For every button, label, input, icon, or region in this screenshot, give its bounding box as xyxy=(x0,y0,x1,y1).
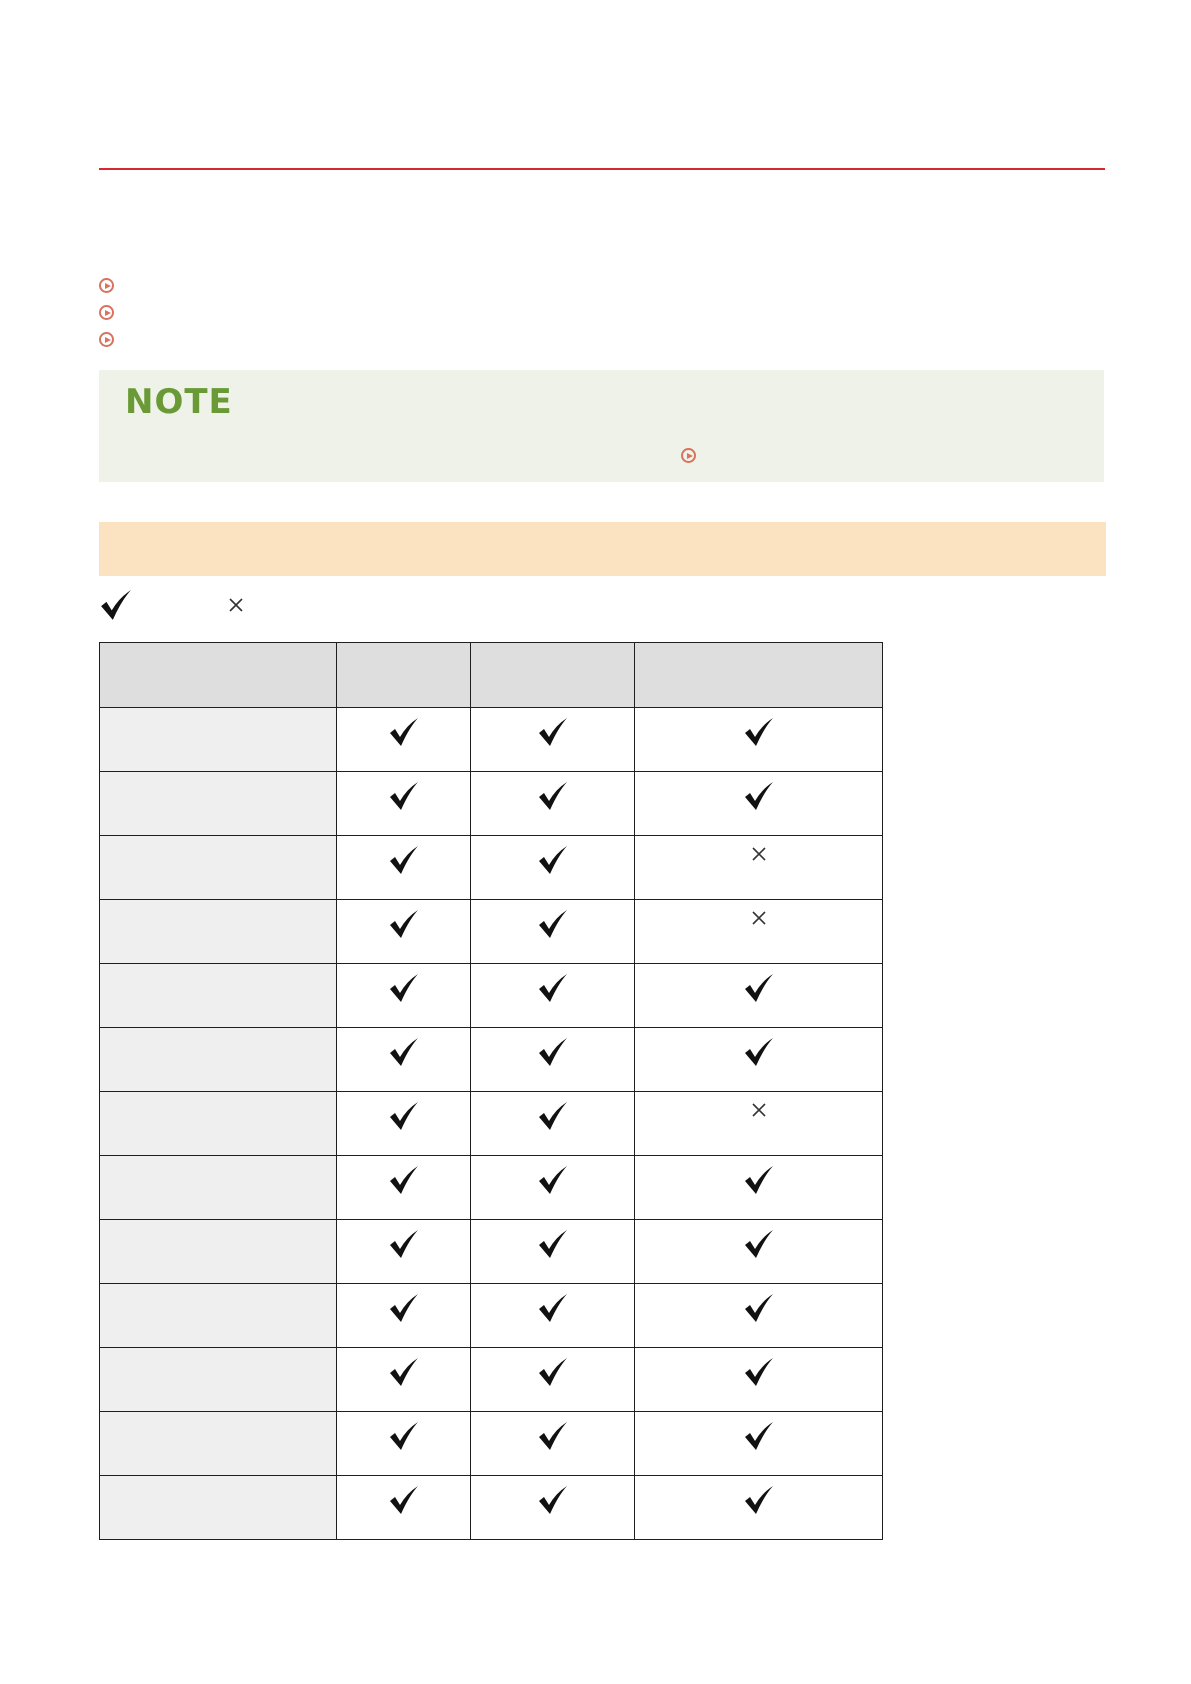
supported-cell xyxy=(471,1348,635,1412)
function-cell xyxy=(100,836,337,900)
supported-cell xyxy=(471,772,635,836)
supported-cell xyxy=(471,900,635,964)
function-cell xyxy=(100,1220,337,1284)
check-icon xyxy=(743,972,775,1004)
check-icon xyxy=(537,1228,569,1260)
table-row xyxy=(100,964,883,1028)
supported-cell xyxy=(471,836,635,900)
function-cell xyxy=(100,1476,337,1540)
check-icon xyxy=(388,844,420,876)
x-icon xyxy=(228,597,244,613)
check-icon xyxy=(743,1164,775,1196)
function-cell xyxy=(100,964,337,1028)
table-body xyxy=(100,708,883,1540)
function-cell xyxy=(100,900,337,964)
check-icon xyxy=(388,1356,420,1388)
supported-cell xyxy=(635,1028,883,1092)
table-row xyxy=(100,772,883,836)
check-icon xyxy=(743,1036,775,1068)
check-icon xyxy=(537,908,569,940)
check-icon xyxy=(743,1420,775,1452)
table-row xyxy=(100,1028,883,1092)
check-icon xyxy=(537,844,569,876)
section-header-bar xyxy=(99,522,1106,576)
check-icon xyxy=(388,1484,420,1516)
note-title: NOTE xyxy=(125,382,233,422)
table-header-row xyxy=(100,643,883,708)
supported-cell xyxy=(471,1412,635,1476)
check-icon xyxy=(743,1484,775,1516)
check-icon xyxy=(537,716,569,748)
supported-cell xyxy=(337,1028,471,1092)
supported-cell xyxy=(635,964,883,1028)
check-icon xyxy=(388,1100,420,1132)
circle-arrow-icon[interactable] xyxy=(99,278,114,293)
title-divider xyxy=(99,168,1105,170)
link-list xyxy=(99,272,114,353)
check-icon xyxy=(743,716,775,748)
header-cell xyxy=(471,643,635,708)
check-icon xyxy=(537,1484,569,1516)
supported-cell xyxy=(635,772,883,836)
supported-cell xyxy=(635,1412,883,1476)
check-icon xyxy=(537,972,569,1004)
x-icon xyxy=(751,846,767,862)
supported-cell xyxy=(635,1284,883,1348)
table-row xyxy=(100,1156,883,1220)
supported-cell xyxy=(337,900,471,964)
function-cell xyxy=(100,1412,337,1476)
check-icon xyxy=(388,972,420,1004)
header-cell xyxy=(100,643,337,708)
link-item[interactable] xyxy=(99,299,114,326)
supported-cell xyxy=(471,1476,635,1540)
supported-cell xyxy=(635,708,883,772)
supported-cell xyxy=(337,1284,471,1348)
function-cell xyxy=(100,1028,337,1092)
check-icon xyxy=(743,1292,775,1324)
supported-cell xyxy=(635,1156,883,1220)
supported-cell xyxy=(337,1092,471,1156)
check-icon xyxy=(537,1036,569,1068)
supported-cell xyxy=(471,1220,635,1284)
supported-cell xyxy=(337,772,471,836)
x-icon xyxy=(751,910,767,926)
unsupported-cell xyxy=(635,900,883,964)
supported-cell xyxy=(337,1220,471,1284)
supported-cell xyxy=(337,836,471,900)
supported-cell xyxy=(635,1476,883,1540)
function-cell xyxy=(100,1092,337,1156)
circle-arrow-icon[interactable] xyxy=(681,448,696,463)
function-cell xyxy=(100,1284,337,1348)
supported-cell xyxy=(337,1156,471,1220)
supported-cell xyxy=(635,1220,883,1284)
supported-cell xyxy=(337,1348,471,1412)
supported-cell xyxy=(471,708,635,772)
check-icon xyxy=(537,1356,569,1388)
note-box xyxy=(99,370,1104,482)
table-row xyxy=(100,1220,883,1284)
link-item[interactable] xyxy=(99,326,114,353)
function-cell xyxy=(100,708,337,772)
check-icon xyxy=(388,780,420,812)
check-icon xyxy=(743,780,775,812)
check-icon xyxy=(388,716,420,748)
check-icon xyxy=(388,1164,420,1196)
table-row xyxy=(100,1284,883,1348)
header-cell xyxy=(337,643,471,708)
compatibility-table xyxy=(99,642,883,1540)
supported-cell xyxy=(337,1412,471,1476)
table-row xyxy=(100,1348,883,1412)
check-icon xyxy=(388,1420,420,1452)
table-row xyxy=(100,836,883,900)
check-icon xyxy=(537,1164,569,1196)
check-icon xyxy=(537,1100,569,1132)
check-icon xyxy=(743,1356,775,1388)
supported-cell xyxy=(337,1476,471,1540)
circle-arrow-icon[interactable] xyxy=(99,332,114,347)
supported-cell xyxy=(337,964,471,1028)
supported-cell xyxy=(471,1092,635,1156)
function-cell xyxy=(100,772,337,836)
table-row xyxy=(100,900,883,964)
supported-cell xyxy=(337,708,471,772)
supported-cell xyxy=(471,1284,635,1348)
function-cell xyxy=(100,1156,337,1220)
check-icon xyxy=(388,1292,420,1324)
table-row xyxy=(100,708,883,772)
unsupported-cell xyxy=(635,1092,883,1156)
table-row xyxy=(100,1092,883,1156)
check-icon xyxy=(537,1420,569,1452)
check-icon xyxy=(388,1036,420,1068)
supported-cell xyxy=(471,1028,635,1092)
unsupported-cell xyxy=(635,836,883,900)
table-row xyxy=(100,1412,883,1476)
check-icon xyxy=(743,1228,775,1260)
header-cell xyxy=(635,643,883,708)
check-icon xyxy=(537,1292,569,1324)
supported-cell xyxy=(635,1348,883,1412)
circle-arrow-icon[interactable] xyxy=(99,305,114,320)
check-icon xyxy=(99,588,133,622)
supported-cell xyxy=(471,1156,635,1220)
link-item[interactable] xyxy=(99,272,114,299)
supported-cell xyxy=(471,964,635,1028)
check-icon xyxy=(388,908,420,940)
table-row xyxy=(100,1476,883,1540)
check-icon xyxy=(537,780,569,812)
function-cell xyxy=(100,1348,337,1412)
check-icon xyxy=(388,1228,420,1260)
x-icon xyxy=(751,1102,767,1118)
